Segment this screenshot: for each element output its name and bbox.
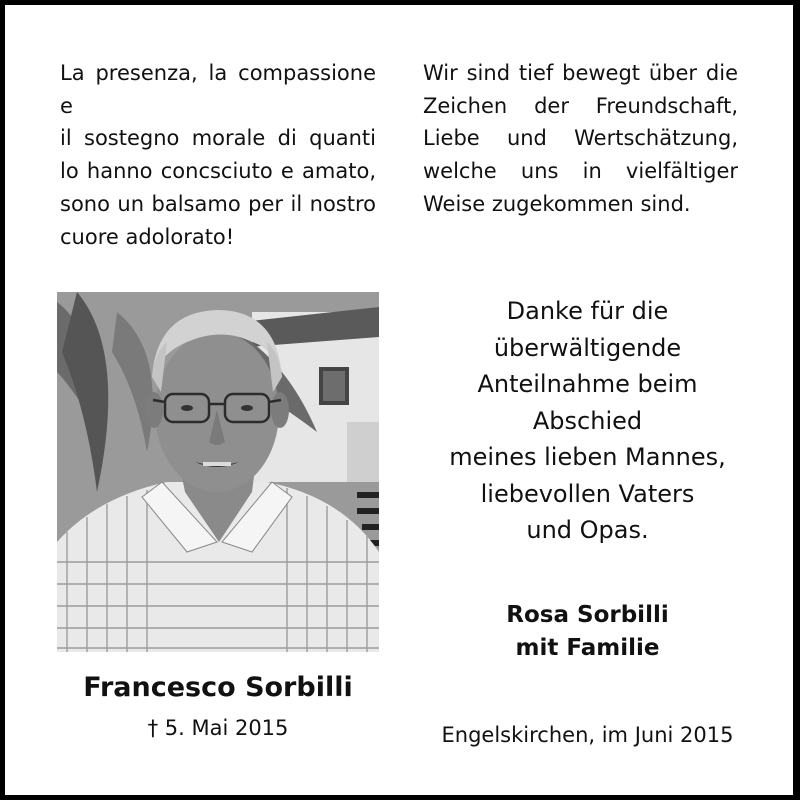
thanks-message: [410, 293, 765, 549]
italian-line: cuore adolorato!: [60, 224, 235, 249]
german-line: Wir sind tief bewegt über die: [423, 61, 738, 85]
italian-line: lo hanno concsciuto e amato,: [60, 159, 376, 184]
german-line: Liebe und Wertschätzung,: [423, 126, 738, 151]
german-thanks-text: [423, 57, 738, 221]
german-line: welche uns in vielfältiger: [423, 159, 738, 184]
italian-line: il sostegno morale di quanti: [60, 126, 376, 151]
signature-line: mit Familie: [515, 635, 660, 661]
thanks-line: liebevollen Vaters: [480, 479, 695, 508]
italian-line: sono un balsamo per il nostro: [60, 191, 376, 216]
obituary-card: [5, 5, 793, 795]
thanks-line: und Opas.: [526, 516, 649, 544]
portrait-illustration: [57, 292, 379, 652]
german-line: Weise zugekommen sind.: [423, 191, 691, 216]
thanks-line: Danke für die: [506, 297, 669, 325]
portrait-photo: [57, 292, 379, 652]
family-signature: [410, 599, 765, 665]
deceased-name: Francesco Sorbilli: [83, 672, 353, 703]
thanks-line: meines lieben Mannes,: [449, 443, 726, 471]
italian-thanks-text: [60, 57, 376, 253]
thanks-line: Abschied: [532, 406, 643, 435]
thanks-line: Anteilnahme beim: [477, 370, 698, 398]
place-and-date: Engelskirchen, im Juni 2015: [441, 723, 734, 747]
german-line: Zeichen der Freundschaft,: [423, 93, 738, 118]
italian-line: La presenza, la compassione e: [60, 61, 376, 118]
thanks-line: überwältigende: [493, 333, 682, 362]
signature-line: Rosa Sorbilli: [506, 602, 669, 628]
death-date: † 5. Mai 2015: [147, 716, 289, 740]
